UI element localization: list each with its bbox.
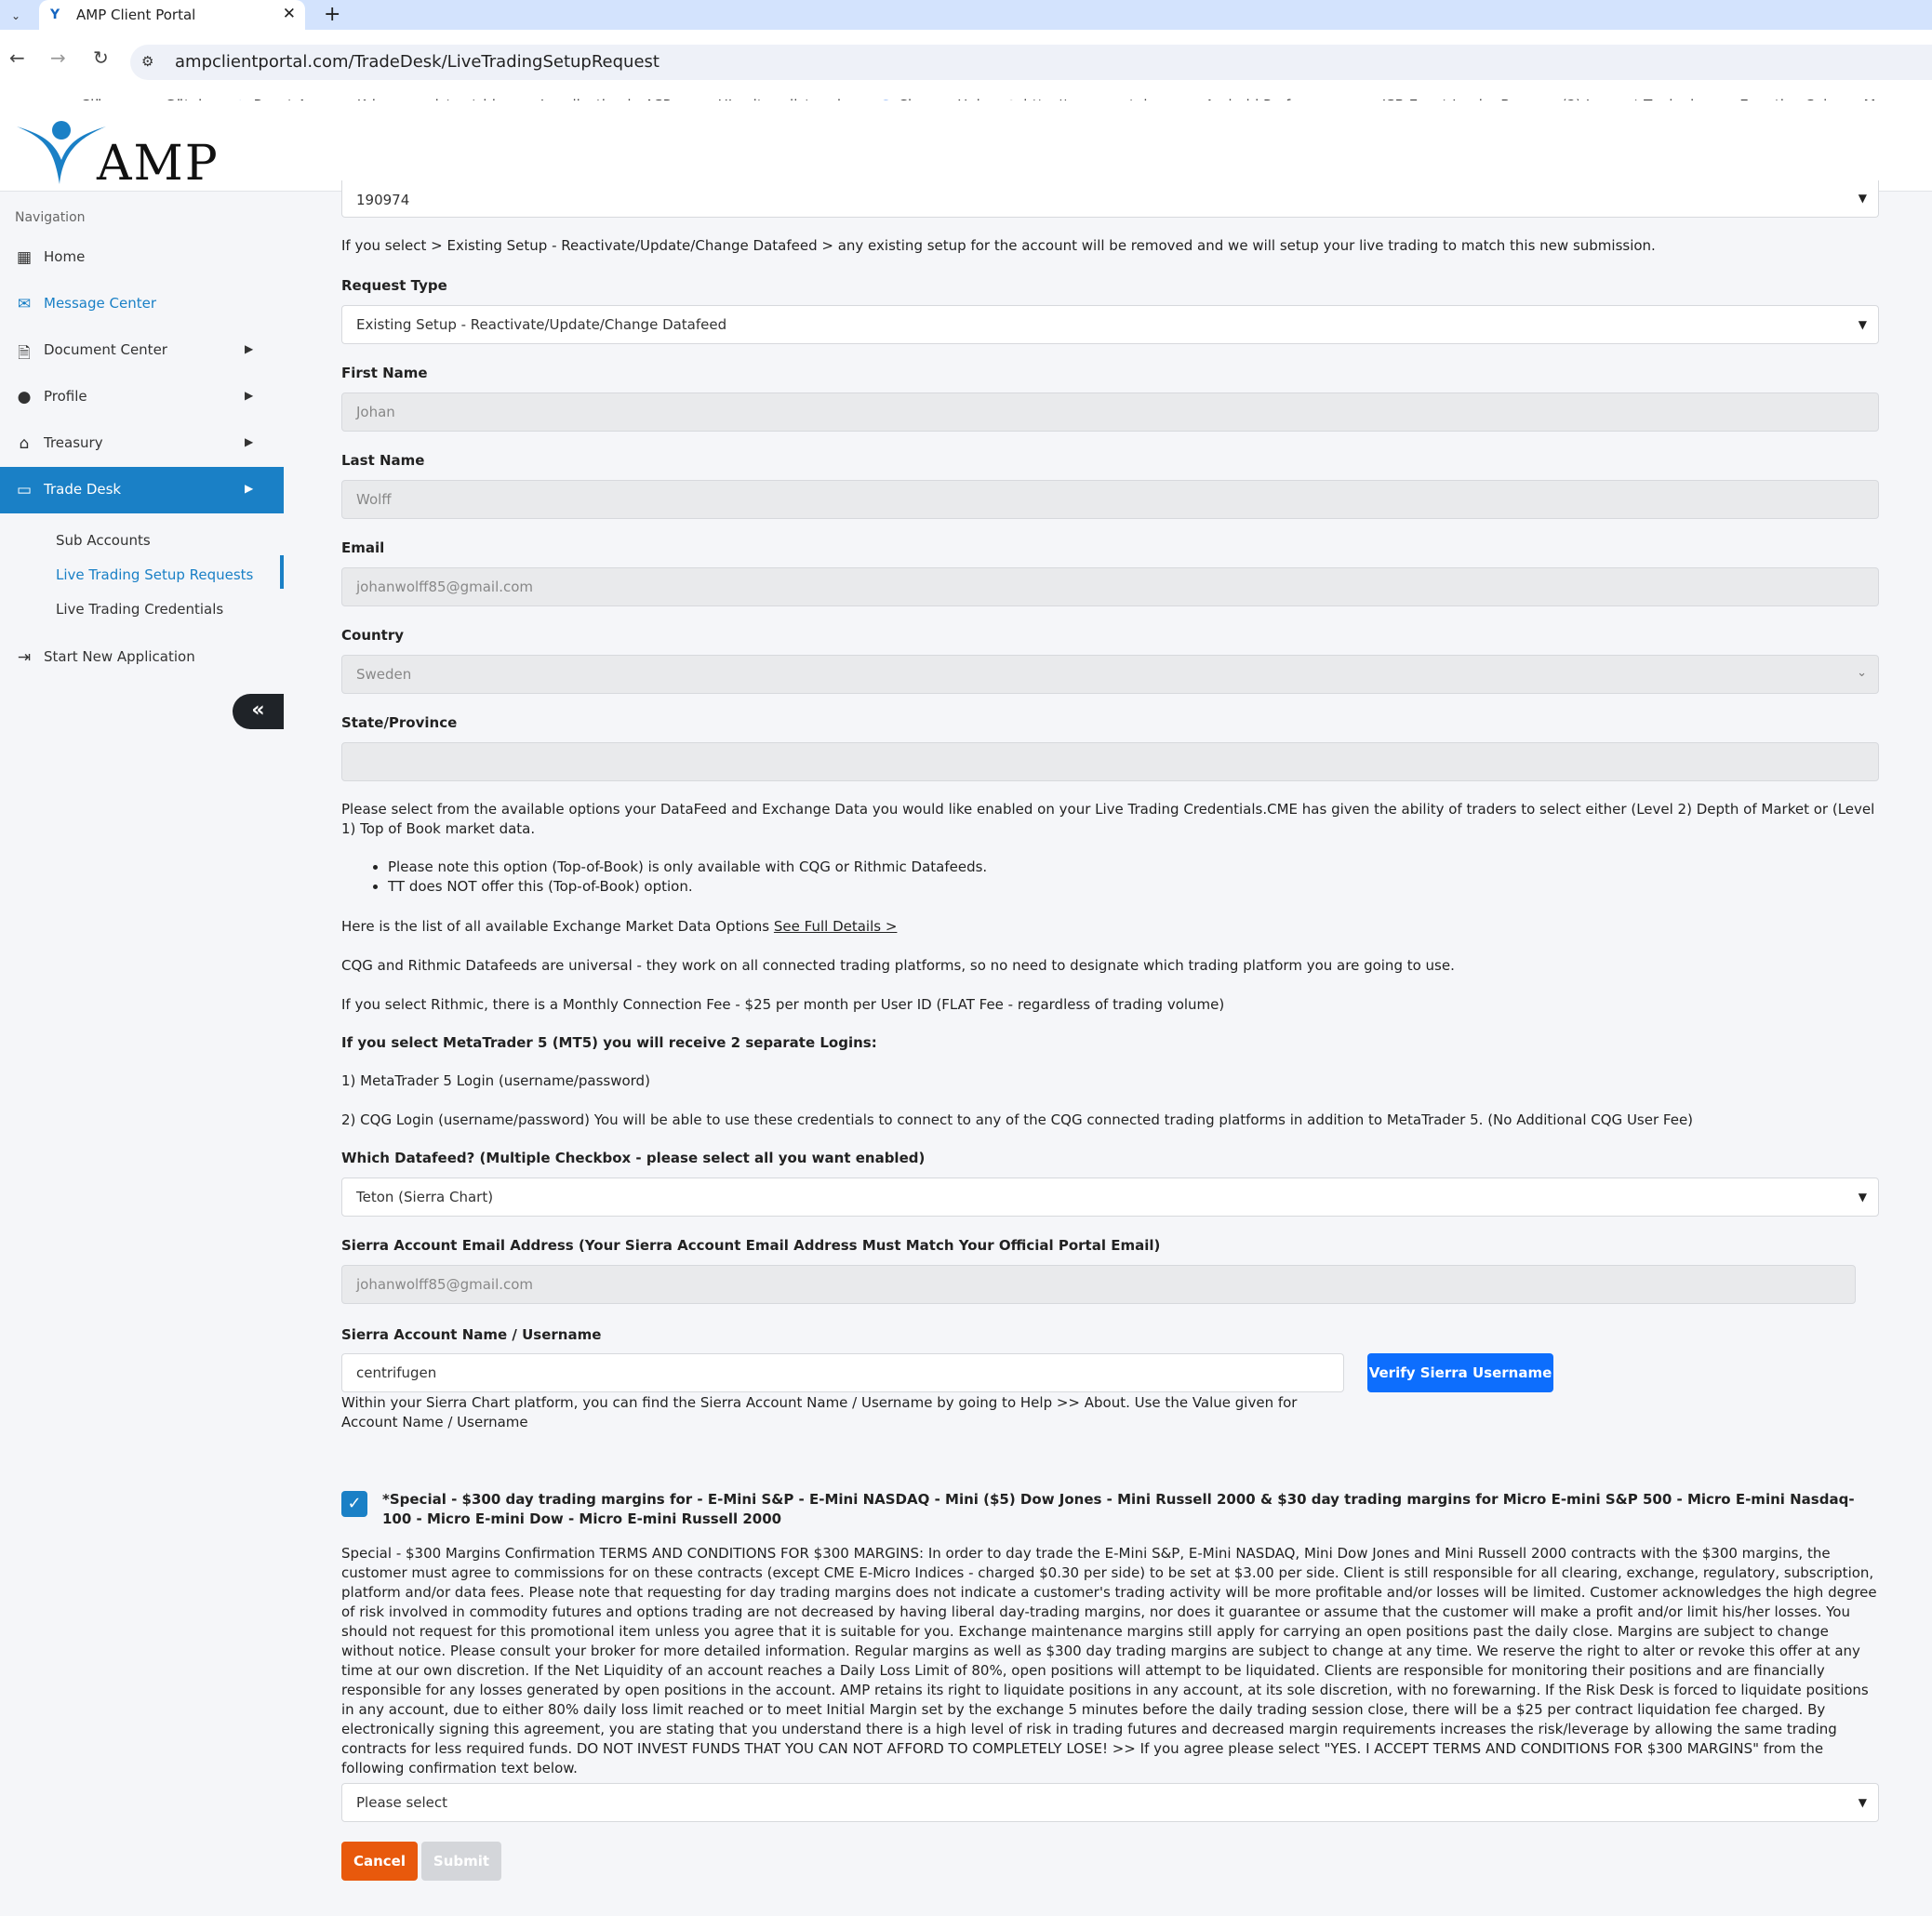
app-header [0,100,1932,192]
first-name-label: First Name [341,365,428,381]
sidebar-subitem-live-trading-setup-requests[interactable]: Live Trading Setup Requests [56,566,254,583]
rithmic-note: If you select Rithmic, there is a Monthly Connection Fee - $25 per month per User ID (FLAT Fee - regardless of trading volume) [341,996,1225,1013]
sidebar-subitem-live-trading-credentials[interactable]: Live Trading Credentials [56,601,224,618]
bank-icon: ⌂ [19,434,30,453]
caret-down-icon: ▼ [1858,1191,1867,1204]
tab-close-icon[interactable]: ✕ [282,5,296,23]
special-margins-label: *Special - $300 day trading margins for - E-Mini S&P - E-Mini NASDAQ - Mini ($5) Dow Jones - Mini Russell 2000 & $30 day trading margins for Micro E-mini S&P 500 - Micro E-mini Nasdaq-100 - Micro E-mini Dow - Micro E-mini Russell 2000 [382,1491,1855,1527]
sidebar [0,192,284,1916]
sidebar-item-message-center[interactable]: ✉ Message Center [0,281,284,327]
top-of-book-notes [367,858,1856,897]
tab-title: AMP Client Portal [76,7,196,23]
datafeed-intro: Please select from the available options your DataFeed and Exchange Data you would like enabled on your Live Trading Credentials.CME has given the ability of traders to select either (Level 2) Depth of Market or (Level 1) Top of Book market data. [341,801,1875,837]
chevron-right-icon: ▶ [245,482,254,495]
special-margins-checkbox[interactable]: ✓ [341,1491,367,1517]
browser-toolbar [0,30,1932,100]
datafeed-label: Which Datafeed? (Multiple Checkbox - please select all you want enabled) [341,1150,926,1166]
list-item: • TT does NOT offer this (Top-of-Book) option. [388,877,1856,897]
browser-tab-active[interactable] [39,0,305,30]
caret-down-icon: ▼ [1858,1796,1867,1809]
envelope-icon: ✉ [17,295,32,313]
sierra-username-help: Within your Sierra Chart platform, you can find the Sierra Account Name / Username by going to Help >> About. Use the Value given for Account Name / Username [341,1394,1298,1430]
sidebar-subitem-sub-accounts[interactable]: Sub Accounts [56,532,151,549]
browser-tab-bar [0,0,1932,30]
address-bar[interactable] [130,45,1932,80]
chevron-right-icon: ▶ [245,435,254,448]
terms-and-conditions-text: Special - $300 Margins Confirmation TERMS AND CONDITIONS FOR $300 MARGINS: In order to day trade the E-Mini S&P, E-Mini NASDAQ, Mini Dow Jones and Mini Russell 2000 contracts with the $300 margins, the customer must agree to commissions for on these contracts (except CME E-Micro Indices - charged $0.30 per side) to be set at $3.00 per side. Client is still responsible for all clearing, exchange, regulatory, subscription, platform and/or data fees. Please note that requesting for day trading margins does not indicate a customer's trading activity will be more profitable and/or losses will be limited. Customer acknowledges the high degree of risk involved in commodity futures and options trading are not decreased by having liberal day-trading margins, nor does it guarantee or assume that the customer will make a profit and/or limit his/her losses. You should not request for this promotional item unless you agree that it is suitable for you. Exchange maintenance margins still apply for carrying an open positions past the daily close. Margins are subject to change without notice. Please consult your broker for more detailed information. Regular margins as well as $300 day trading margins are subject to change at any time. We reserve the right to alter or revoke this offer at any time at our own discretion. If the Net Liquidity of an account reaches a Daily Loss Limit of 80%, open positions will attempt to be liquidated. Clients are responsible for monitoring their positions and are financially responsible for any losses generated by open positions in the account. AMP retains its right to liquidate positions in any account, at its sole discretion, with no forewarning. If the Risk Desk is forced to liquidate positions in any account, due to either 80% daily loss limit reached or to meet Initial Margin set by the exchange 5 minutes before the daily trading session close, there will be a $25 per contract liquidation fee charged. By electronically signing this agreement, you are stating that you understand there is a high level of risk in trading futures and decreased margin requirements increases the risk/leverage by allowing the same trading contracts for less required funds. DO NOT INVEST FUNDS THAT YOU CAN NOT AFFORD TO COMPLETELY LOSE! >> If you agree please select "YES. I ACCEPT TERMS AND CONDITIONS FOR $300 MARGINS" from the following confirmation text below. [341,1545,1877,1776]
sidebar-item-trade-desk[interactable]: ▭ Trade Desk ▶ [0,467,284,513]
email-label: Email [341,539,385,556]
mt5-heading: If you select MetaTrader 5 (MT5) you will receive 2 separate Logins: [341,1034,877,1051]
market-data-options: Here is the list of all available Exchange Market Data Options See Full Details > [341,918,898,935]
forward-icon[interactable]: → [50,47,66,69]
monitor-icon: ▭ [16,481,33,499]
caret-down-icon: ▼ [1858,318,1867,331]
sierra-email-field[interactable]: johanwolff85@gmail.com [341,1265,1856,1304]
sierra-email-label: Sierra Account Email Address (Your Sierra Account Email Address Must Match Your Official Portal Email) [341,1237,1161,1254]
sidebar-item-profile[interactable]: ● Profile ▶ [0,374,284,420]
collapse-sidebar-button[interactable]: « [233,694,284,729]
amp-favicon-icon: Y [50,7,60,22]
request-type-label: Request Type [341,277,447,294]
last-name-label: Last Name [341,452,425,469]
sidebar-item-document-center[interactable]: 🗎 Document Center ▶ [0,327,284,374]
new-tab-icon[interactable]: + [324,3,341,26]
cancel-button[interactable]: Cancel [341,1842,418,1881]
reload-icon[interactable]: ↻ [93,47,109,69]
mt5-line-1: 1) MetaTrader 5 Login (username/password) [341,1072,650,1089]
sidebar-item-start-new-application[interactable]: ⇥ Start New Application [0,634,284,681]
tab-search-icon[interactable]: ⌄ [10,9,21,22]
country-select[interactable]: Sweden ⌄ [341,655,1879,694]
account-select[interactable]: 190974 ▼ [341,180,1879,218]
see-full-details-link[interactable]: See Full Details > [773,918,898,935]
chevron-right-icon: ▶ [245,342,254,355]
logo-text: AMP [97,136,220,192]
email-field[interactable]: johanwolff85@gmail.com [341,567,1879,606]
first-name-field[interactable]: Johan [341,393,1879,432]
grid-icon: ▦ [16,248,33,267]
sidebar-item-home[interactable]: ▦ Home [16,248,86,267]
verify-sierra-username-button[interactable]: Verify Sierra Username [1367,1353,1553,1392]
caret-down-icon: ▼ [1858,192,1867,205]
amp-logo-icon[interactable] [15,110,108,193]
chevron-right-icon: ▶ [245,389,254,402]
sidebar-item-treasury[interactable]: ⌂ Treasury ▶ [0,420,284,467]
sign-in-icon: ⇥ [17,648,32,667]
last-name-field[interactable]: Wolff [341,480,1879,519]
cqg-note: CQG and Rithmic Datafeeds are universal - they work on all connected trading platforms, so no need to designate which trading platform you are going to use. [341,957,1455,974]
datafeed-select[interactable]: Teton (Sierra Chart) ▼ [341,1178,1879,1217]
sierra-username-label: Sierra Account Name / Username [341,1326,602,1343]
active-subitem-marker [280,555,284,589]
submit-button[interactable]: Submit [421,1842,501,1881]
existing-setup-note: If you select > Existing Setup - Reactivate/Update/Change Datafeed > any existing setup for the account will be removed and we will setup your live trading to match this new submission. [341,237,1656,254]
back-icon[interactable]: ← [9,47,25,69]
country-label: Country [341,627,405,644]
sierra-username-input[interactable]: centrifugen [341,1353,1344,1392]
user-icon: ● [17,388,32,406]
state-field[interactable] [341,742,1879,781]
state-label: State/Province [341,714,458,731]
nav-heading: Navigation [15,210,86,225]
site-settings-icon[interactable]: ⚙ [141,53,154,70]
list-item: • Please note this option (Top-of-Book) is only available with CQG or Rithmic Datafeeds. [388,858,1856,877]
mt5-line-2: 2) CQG Login (username/password) You will be able to use these credentials to connect to any of the CQG connected trading platforms in addition to MetaTrader 5. (No Additional CQG User Fee) [341,1111,1694,1128]
chevron-down-icon: ⌄ [1857,666,1867,680]
address-url: ampclientportal.com/TradeDesk/LiveTradingSetupRequest [175,52,660,72]
document-icon: 🗎 [18,344,31,363]
request-type-select[interactable]: Existing Setup - Reactivate/Update/Change Datafeed ▼ [341,305,1879,344]
confirmation-select[interactable]: Please select ▼ [341,1783,1879,1822]
